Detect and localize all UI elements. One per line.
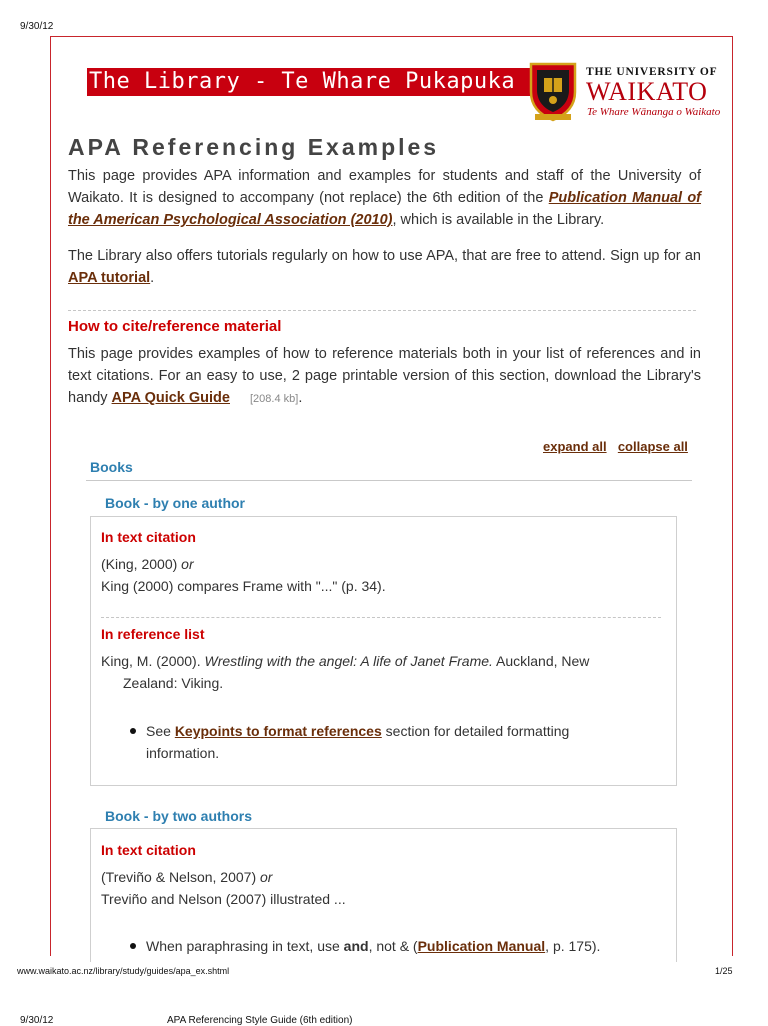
bullet-text: See	[146, 723, 175, 739]
or-text: or	[181, 556, 194, 572]
paraphrasing-bullet	[146, 935, 656, 957]
print-document-title: APA Referencing Style Guide (6th edition)	[167, 1015, 353, 1026]
citation-text: (Treviño & Nelson, 2007)	[101, 869, 260, 885]
university-name-line1: THE UNIVERSITY OF	[586, 66, 718, 78]
in-text-citation-example	[101, 866, 661, 910]
keypoints-bullet	[146, 720, 616, 764]
library-banner[interactable]: The Library - Te Whare Pukapuka	[87, 68, 534, 96]
book-one-author-panel	[90, 516, 677, 786]
intro-text: This page provides APA information and examples for students and staff of the University of Waikato. It is designed to accompany (not replace) the 6th edition of the	[68, 168, 701, 206]
bullet-text: When paraphrasing in text, use	[146, 938, 344, 954]
how-to-paragraph	[68, 343, 701, 410]
in-text-citation-label: In text citation	[101, 529, 196, 545]
how-to-text: .	[298, 390, 303, 406]
intro-text: .	[150, 270, 155, 286]
in-text-citation-label: In text citation	[101, 842, 196, 858]
bullet-text: section for detailed formatting information.	[146, 723, 570, 761]
intro-paragraph-2	[68, 245, 701, 289]
expand-collapse-controls	[543, 439, 688, 454]
how-to-cite-heading: How to cite/reference material	[68, 318, 282, 335]
bullet-text: , p. 175).	[545, 938, 601, 954]
panel-divider	[101, 617, 661, 618]
print-footer-page-number: 1/25	[715, 966, 733, 976]
apa-quick-guide-link[interactable]: APA Quick Guide	[111, 390, 230, 406]
book-one-author-toggle[interactable]: Book - by one author	[105, 495, 245, 511]
book-two-authors-toggle[interactable]: Book - by two authors	[105, 808, 252, 824]
divider	[68, 310, 696, 311]
in-text-citation-example	[101, 553, 661, 597]
university-name-waikato: WAIKATO	[586, 77, 708, 106]
book-two-authors-panel	[90, 828, 677, 962]
collapse-all-link[interactable]: collapse all	[617, 439, 688, 454]
publication-manual-link[interactable]: Publication Manual of the American Psychological Association (2010)	[68, 190, 702, 228]
citation-text: King (2000) compares Frame with "..." (p. 34).	[101, 578, 386, 594]
intro-text: , which is available in the Library.	[392, 212, 605, 228]
reference-author: King, M. (2000).	[101, 653, 205, 669]
citation-text: (King, 2000)	[101, 556, 182, 572]
and-keyword: and	[343, 938, 369, 954]
citation-text: Treviño and Nelson (2007) illustrated ...	[101, 891, 346, 907]
how-to-text: This page provides examples of how to reference materials both in your list of references and in text citations. For an easy to use, 2 page printable version of this section, download the Library's handy	[68, 346, 701, 406]
books-divider	[86, 480, 692, 481]
or-text: or	[260, 869, 273, 885]
expand-all-link[interactable]: expand all	[543, 439, 607, 454]
reference-title: Wrestling with the angel: A life of Janet Frame.	[204, 653, 493, 669]
page-title: APA Referencing Examples	[68, 134, 440, 160]
publication-manual-ref-link[interactable]: Publication Manual	[417, 938, 546, 954]
university-maori-name: Te Whare Wānanga o Waikato	[587, 106, 721, 118]
reference-list-label: In reference list	[101, 626, 205, 642]
university-crest-icon	[527, 60, 579, 122]
reference-publisher: Auckland, New Zealand: Viking.	[123, 653, 590, 691]
print-date-footer: 9/30/12	[20, 1015, 54, 1026]
print-date-header: 9/30/12	[20, 21, 54, 32]
books-section-toggle[interactable]: Books	[90, 459, 133, 475]
file-size-label: [208.4 kb]	[249, 393, 299, 405]
keypoints-link[interactable]: Keypoints to format references	[174, 723, 382, 739]
intro-text: The Library also offers tutorials regularly on how to use APA, that are free to attend. Sign up for an	[68, 248, 701, 264]
bullet-text: , not & (	[368, 938, 418, 954]
print-footer-url: www.waikato.ac.nz/library/study/guides/apa_ex.shtml	[17, 966, 230, 976]
apa-tutorial-link[interactable]: APA tutorial	[68, 270, 151, 286]
reference-list-example	[101, 650, 643, 694]
intro-paragraph-1	[68, 165, 701, 231]
